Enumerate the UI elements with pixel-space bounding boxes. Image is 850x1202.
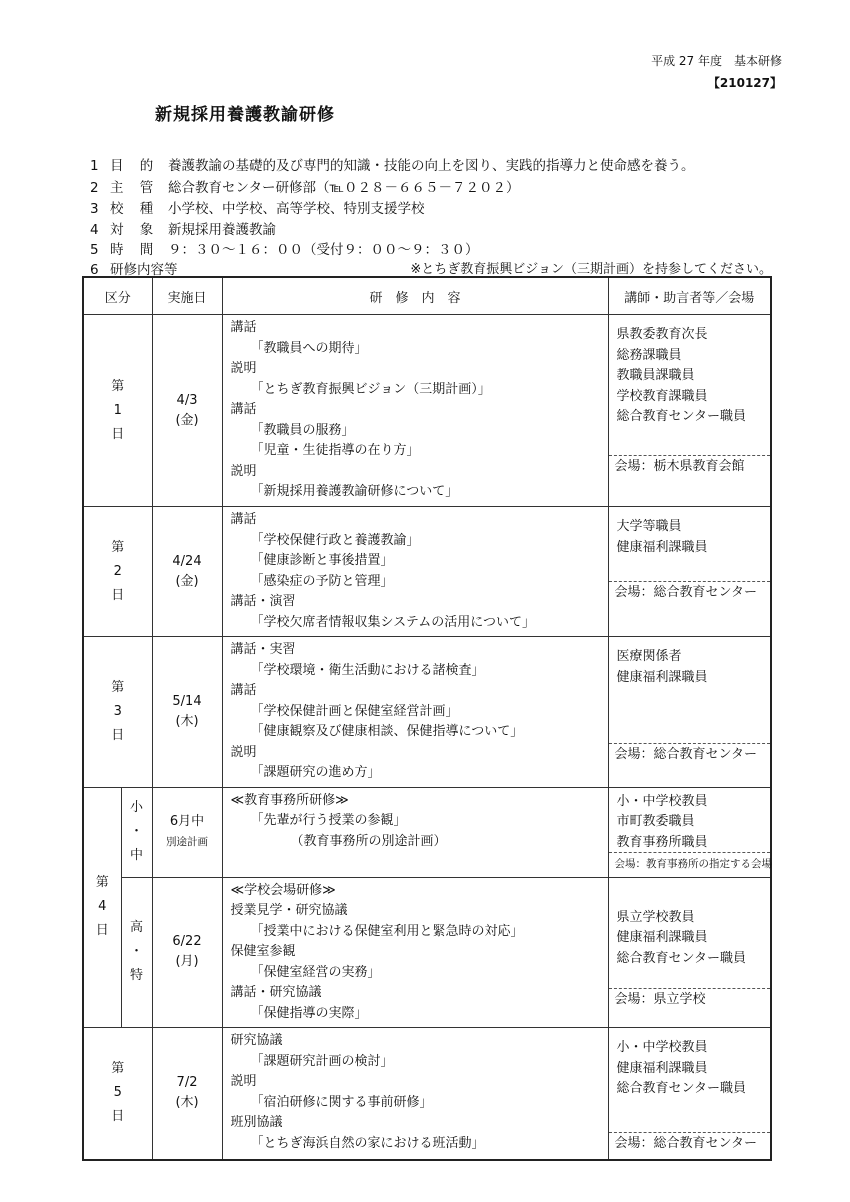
lecturer-cell bbox=[608, 877, 771, 1028]
date-cell: 5/14 (木) bbox=[152, 637, 222, 788]
lecturer-name: 健康福利課職員 bbox=[616, 1060, 708, 1076]
training-schedule-table bbox=[82, 276, 772, 1161]
content-line: 講話 bbox=[230, 402, 257, 417]
fiscal-year-label: 平成 27 年度 基本研修 bbox=[651, 54, 782, 68]
date-cell: 4/3 (金) bbox=[152, 315, 222, 507]
lecturer-name: 総合教育センター職員 bbox=[616, 950, 746, 966]
lecturer-name: 健康福利課職員 bbox=[616, 930, 708, 945]
content-line: 「授業中における保健室利用と緊急時の対応」 bbox=[250, 923, 524, 939]
content-line: 講話 bbox=[230, 320, 257, 335]
content-line: 講話・研究協議 bbox=[230, 985, 322, 1000]
lecturer-cell bbox=[608, 787, 771, 877]
content-line: 「学校環境・衛生活動における諸検査」 bbox=[250, 662, 485, 678]
table-row bbox=[83, 507, 771, 637]
venue-label: 会場：総合教育センター bbox=[609, 743, 771, 766]
content-line: （教育事務所の別途計画） bbox=[290, 833, 447, 849]
content-line: 「保健室経営の実務」 bbox=[250, 964, 381, 980]
content-line: 講話・演習 bbox=[230, 594, 296, 609]
content-line: 「とちぎ海浜自然の家における班活動」 bbox=[250, 1135, 485, 1151]
lecturer-name: 小・中学校教員 bbox=[616, 1040, 708, 1055]
lecturer-list bbox=[609, 507, 771, 581]
content-line: 「課題研究計画の検討」 bbox=[250, 1053, 394, 1069]
content-cell bbox=[222, 1028, 608, 1160]
content-line: ≪教育事務所研修≫ bbox=[230, 792, 349, 808]
lecturer-list bbox=[609, 637, 771, 743]
lecturer-name: 総務課職員 bbox=[616, 347, 682, 363]
content-line: 保健室参観 bbox=[230, 944, 296, 959]
lecturer-name: 市町教委職員 bbox=[616, 814, 695, 829]
lecturer-name: 大学等職員 bbox=[616, 519, 682, 534]
content-cell bbox=[222, 315, 608, 507]
venue-label: 会場：県立学校 bbox=[609, 988, 771, 1011]
content-line: ≪学校会場研修≫ bbox=[230, 882, 336, 898]
kubun-cell: 第 4 日 bbox=[83, 787, 121, 1028]
content-line: 「児童・生徒指導の在り方」 bbox=[250, 443, 420, 458]
lecturer-name: 健康福利課職員 bbox=[616, 669, 708, 685]
info-row: 4 対 象 新規採用養護教諭 bbox=[90, 222, 276, 238]
table-row bbox=[83, 877, 771, 1028]
table-row bbox=[83, 1028, 771, 1160]
date-cell: 7/2 (木) bbox=[152, 1028, 222, 1160]
lecturer-name: 健康福利課職員 bbox=[616, 539, 708, 555]
content-line: 説明 bbox=[230, 463, 257, 479]
kubun-cell: 第 2 日 bbox=[83, 507, 152, 637]
venue-label: 会場：教育事務所の指定する会場 bbox=[609, 852, 771, 875]
table-row bbox=[83, 637, 771, 788]
content-line: 講話・実習 bbox=[230, 642, 296, 657]
lecturer-name: 小・中学校教員 bbox=[616, 793, 708, 809]
lecturer-list bbox=[609, 1028, 771, 1132]
content-line: 講話 bbox=[230, 683, 257, 698]
lecturer-cell bbox=[608, 1028, 771, 1160]
content-line: 「保健指導の実際」 bbox=[250, 1005, 368, 1021]
content-line: 説明 bbox=[230, 1074, 257, 1089]
date-cell: 6/22 (月) bbox=[152, 877, 222, 1028]
content-line: 説明 bbox=[230, 744, 257, 760]
info-row: 5 時 間 ９：３０～１６：００（受付９：００～９：３０） bbox=[90, 242, 479, 258]
content-cell bbox=[222, 507, 608, 637]
content-line: 「とちぎ教育振興ビジョン（三期計画）」 bbox=[250, 381, 491, 397]
info-row: 1 目 的 養護教諭の基礎的及び専門的知識・技能の向上を図り、実践的指導力と使命感を養う。 bbox=[90, 158, 695, 174]
content-line: 「新規採用養護教諭研修について」 bbox=[250, 484, 459, 499]
page-title: 新規採用養護教諭研修 bbox=[155, 105, 335, 125]
venue-label: 会場：総合教育センター bbox=[609, 581, 771, 604]
content-line: 「教職員の服務」 bbox=[250, 422, 355, 438]
content-line: 「学校欠席者情報収集システムの活用について」 bbox=[250, 614, 535, 630]
note-text: ※とちぎ教育振興ビジョン（三期計画）を持参してください。 bbox=[410, 262, 772, 277]
content-cell bbox=[222, 637, 608, 788]
venue-label: 会場：栃木県教育会館 bbox=[609, 455, 771, 478]
table-header-row bbox=[83, 277, 771, 315]
content-line: 「教職員への期待」 bbox=[250, 340, 368, 356]
info-row: 6 研修内容等 bbox=[90, 262, 178, 278]
header-date: 実施日 bbox=[152, 277, 222, 315]
content-line: 「感染症の予防と管理」 bbox=[250, 573, 394, 589]
kubun-cell: 第 5 日 bbox=[83, 1028, 152, 1160]
header-content: 研 修 内 容 bbox=[222, 277, 608, 315]
sub-kubun-cell: 小 ・ 中 bbox=[121, 787, 152, 877]
lecturer-name: 医療関係者 bbox=[616, 649, 682, 664]
header-kubun: 区分 bbox=[83, 277, 152, 315]
lecturer-name: 学校教育課職員 bbox=[616, 388, 708, 404]
content-line: 講話 bbox=[230, 512, 257, 527]
lecturer-name: 総合教育センター職員 bbox=[616, 409, 746, 424]
content-line: 「先輩が行う授業の参観」 bbox=[250, 813, 407, 828]
content-line: 「課題研究の進め方」 bbox=[250, 765, 381, 780]
content-line: 授業見学・研究協議 bbox=[230, 903, 348, 918]
table-row bbox=[83, 787, 771, 877]
info-row: 3 校 種 小学校、中学校、高等学校、特別支援学校 bbox=[90, 201, 425, 217]
lecturer-list bbox=[609, 878, 771, 988]
lecturer-name: 総合教育センター職員 bbox=[616, 1081, 746, 1096]
content-line: 班別協議 bbox=[230, 1115, 283, 1130]
lecturer-name: 教職員課職員 bbox=[616, 368, 695, 383]
content-line: 「学校保健行政と養護教諭」 bbox=[250, 532, 420, 548]
content-line: 研究協議 bbox=[230, 1033, 283, 1048]
lecturer-name: 県立学校教員 bbox=[616, 909, 695, 925]
content-line: 「健康診断と事後措置」 bbox=[250, 553, 394, 568]
date-cell: 6月中 別途計画 bbox=[152, 787, 222, 877]
content-cell bbox=[222, 877, 608, 1028]
content-line: 「学校保健計画と保健室経営計画」 bbox=[250, 703, 459, 719]
sub-kubun-cell: 高 ・ 特 bbox=[121, 877, 152, 1028]
kubun-cell: 第 1 日 bbox=[83, 315, 152, 507]
info-row: 2 主 管 総合教育センター研修部（℡０２８－６６５－７２０２） bbox=[90, 180, 520, 196]
course-code: 【210127】 bbox=[707, 76, 782, 90]
kubun-cell: 第 3 日 bbox=[83, 637, 152, 788]
content-line: 「健康観察及び健康相談、保健指導について」 bbox=[250, 724, 524, 739]
lecturer-cell bbox=[608, 315, 771, 507]
content-cell bbox=[222, 787, 608, 877]
lecturer-name: 教育事務所職員 bbox=[616, 834, 708, 850]
lecturer-list bbox=[609, 315, 771, 455]
lecturer-name: 県教委教育次長 bbox=[616, 327, 708, 342]
lecturer-cell bbox=[608, 507, 771, 637]
content-line: 「宿泊研修に関する事前研修」 bbox=[250, 1094, 433, 1110]
table-row bbox=[83, 315, 771, 507]
content-line: 説明 bbox=[230, 361, 257, 376]
lecturer-list bbox=[609, 788, 771, 852]
venue-label: 会場：総合教育センター bbox=[609, 1132, 771, 1155]
date-cell: 4/24 (金) bbox=[152, 507, 222, 637]
lecturer-cell bbox=[608, 637, 771, 788]
header-lecturer: 講師・助言者等／会場 bbox=[608, 277, 771, 315]
